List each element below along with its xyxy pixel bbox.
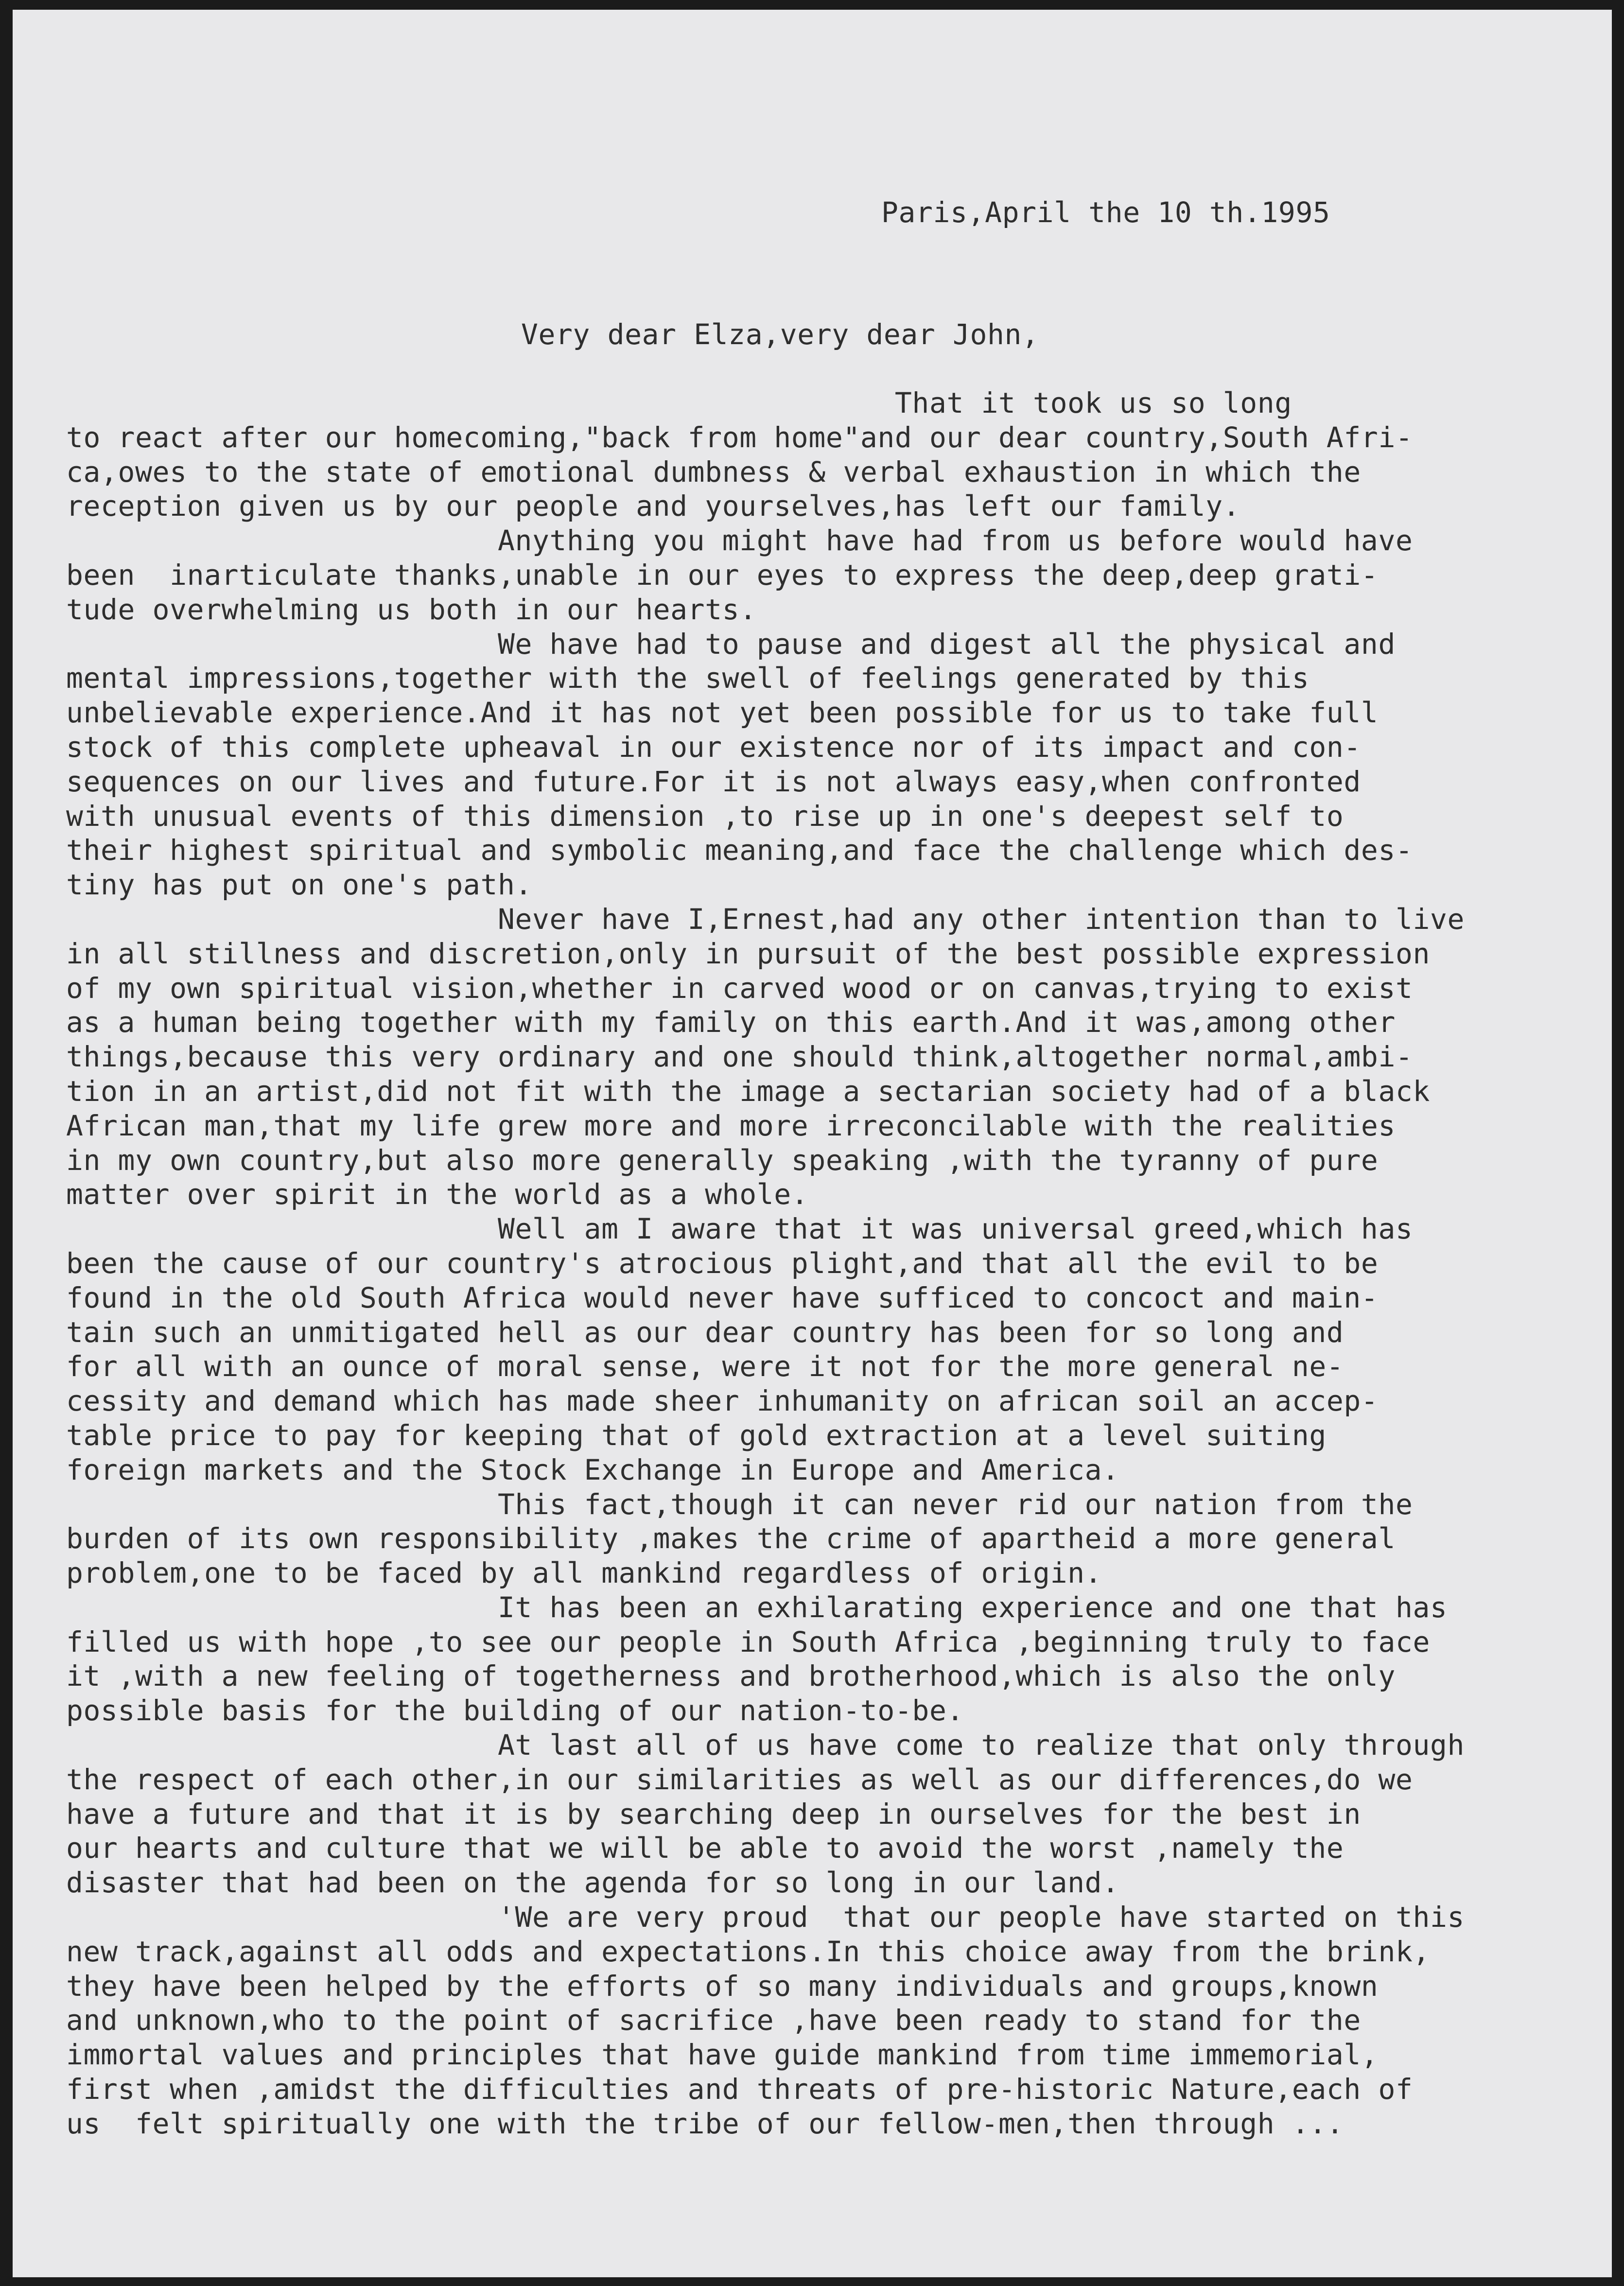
letter-line: they have been helped by the efforts of so many individuals and groups,known xyxy=(66,1969,1379,2003)
letter-line: mental impressions,together with the swell of feelings generated by this xyxy=(66,662,1310,695)
letter-salutation: Very dear Elza,very dear John, xyxy=(521,318,1039,351)
letter-line: sequences on our lives and future.For it is not always easy,when confronted xyxy=(66,765,1361,798)
letter-date: Paris,April the 10 th.1995 xyxy=(881,196,1330,229)
letter-line: in all stillness and discretion,only in pursuit of the best possible expression xyxy=(66,937,1430,970)
letter-line: been the cause of our country's atrocious plight,and that all the evil to be xyxy=(66,1246,1379,1280)
letter-line: Well am I aware that it was universal greed,which has xyxy=(66,1212,1413,1246)
letter-line: unbelievable experience.And it has not yet been possible for us to take full xyxy=(66,696,1379,730)
letter-line: 'We are very proud that our people have started on this xyxy=(66,1901,1465,1934)
letter-line: and unknown,who to the point of sacrifice ,have been ready to stand for the xyxy=(66,2004,1361,2037)
letter-line: At last all of us have come to realize that only through xyxy=(66,1728,1465,1762)
letter-line: as a human being together with my family on this earth.And it was,among other xyxy=(66,1006,1396,1039)
letter-line: cessity and demand which has made sheer inhumanity on african soil an accep- xyxy=(66,1384,1379,1418)
letter-line: We have had to pause and digest all the physical and xyxy=(66,627,1396,661)
letter-line: Never have I,Ernest,had any other intention than to live xyxy=(66,902,1465,936)
letter-line: new track,against all odds and expectations.In this choice away from the brink, xyxy=(66,1935,1430,1968)
letter-line: tiny has put on one's path. xyxy=(66,868,533,902)
letter-line: found in the old South Africa would never have sufficed to concoct and main- xyxy=(66,1281,1379,1314)
letter-line: That it took us so long xyxy=(66,386,1292,419)
letter-line: of my own spiritual vision,whether in carved wood or on canvas,trying to exist xyxy=(66,971,1413,1005)
letter-line: Anything you might have had from us before would have xyxy=(66,524,1413,558)
letter-line: to react after our homecoming,"back from home"and our dear country,South Afri- xyxy=(66,420,1413,454)
letter-line: it ,with a new feeling of togetherness and brotherhood,which is also the only xyxy=(66,1659,1396,1693)
letter-line: us felt spiritually one with the tribe of our fellow-men,then through ... xyxy=(66,2107,1344,2140)
letter-line: first when ,amidst the difficulties and threats of pre-historic Nature,each of xyxy=(66,2073,1413,2106)
letter-line: problem,one to be faced by all mankind regardless of origin. xyxy=(66,1556,1102,1590)
letter-line: filled us with hope ,to see our people in South Africa ,beginning truly to face xyxy=(66,1625,1430,1658)
letter-line: have a future and that it is by searching deep in ourselves for the best in xyxy=(66,1797,1361,1831)
letter-line: foreign markets and the Stock Exchange in Europe and America. xyxy=(66,1453,1119,1486)
letter-line: tion in an artist,did not fit with the image a sectarian society had of a black xyxy=(66,1074,1430,1108)
letter-body xyxy=(66,386,1602,2141)
letter-line: burden of its own responsibility ,makes the crime of apartheid a more general xyxy=(66,1522,1396,1555)
letter-page xyxy=(13,10,1612,2277)
letter-line: disaster that had been on the agenda for so long in our land. xyxy=(66,1866,1119,1900)
letter-line: possible basis for the building of our nation-to-be. xyxy=(66,1694,964,1728)
letter-line: ca,owes to the state of emotional dumbness & verbal exhaustion in which the xyxy=(66,455,1361,489)
letter-line: their highest spiritual and symbolic meaning,and face the challenge which des- xyxy=(66,834,1413,867)
letter-line: tude overwhelming us both in our hearts. xyxy=(66,593,757,626)
letter-line: stock of this complete upheaval in our existence nor of its impact and con- xyxy=(66,730,1361,764)
letter-line: tain such an unmitigated hell as our dear country has been for so long and xyxy=(66,1315,1344,1349)
letter-line: This fact,though it can never rid our nation from the xyxy=(66,1487,1413,1521)
letter-line: our hearts and culture that we will be able to avoid the worst ,namely the xyxy=(66,1832,1344,1865)
letter-line: been inarticulate thanks,unable in our eyes to express the deep,deep grati- xyxy=(66,558,1379,592)
letter-line: things,because this very ordinary and one should think,altogether normal,ambi- xyxy=(66,1040,1413,1074)
letter-line: African man,that my life grew more and more irreconcilable with the realities xyxy=(66,1109,1396,1142)
letter-line: matter over spirit in the world as a whole. xyxy=(66,1178,809,1211)
letter-line: immortal values and principles that have guide mankind from time immemorial, xyxy=(66,2038,1379,2072)
letter-line: with unusual events of this dimension ,to rise up in one's deepest self to xyxy=(66,799,1344,833)
letter-line: for all with an ounce of moral sense, were it not for the more general ne- xyxy=(66,1350,1344,1383)
letter-line: It has been an exhilarating experience and one that has xyxy=(66,1590,1448,1624)
letter-line: reception given us by our people and yourselves,has left our family. xyxy=(66,489,1240,523)
letter-line: in my own country,but also more generally speaking ,with the tyranny of pure xyxy=(66,1143,1379,1177)
letter-line: table price to pay for keeping that of gold extraction at a level suiting xyxy=(66,1418,1327,1452)
letter-line: the respect of each other,in our similarities as well as our differences,do we xyxy=(66,1762,1413,1796)
